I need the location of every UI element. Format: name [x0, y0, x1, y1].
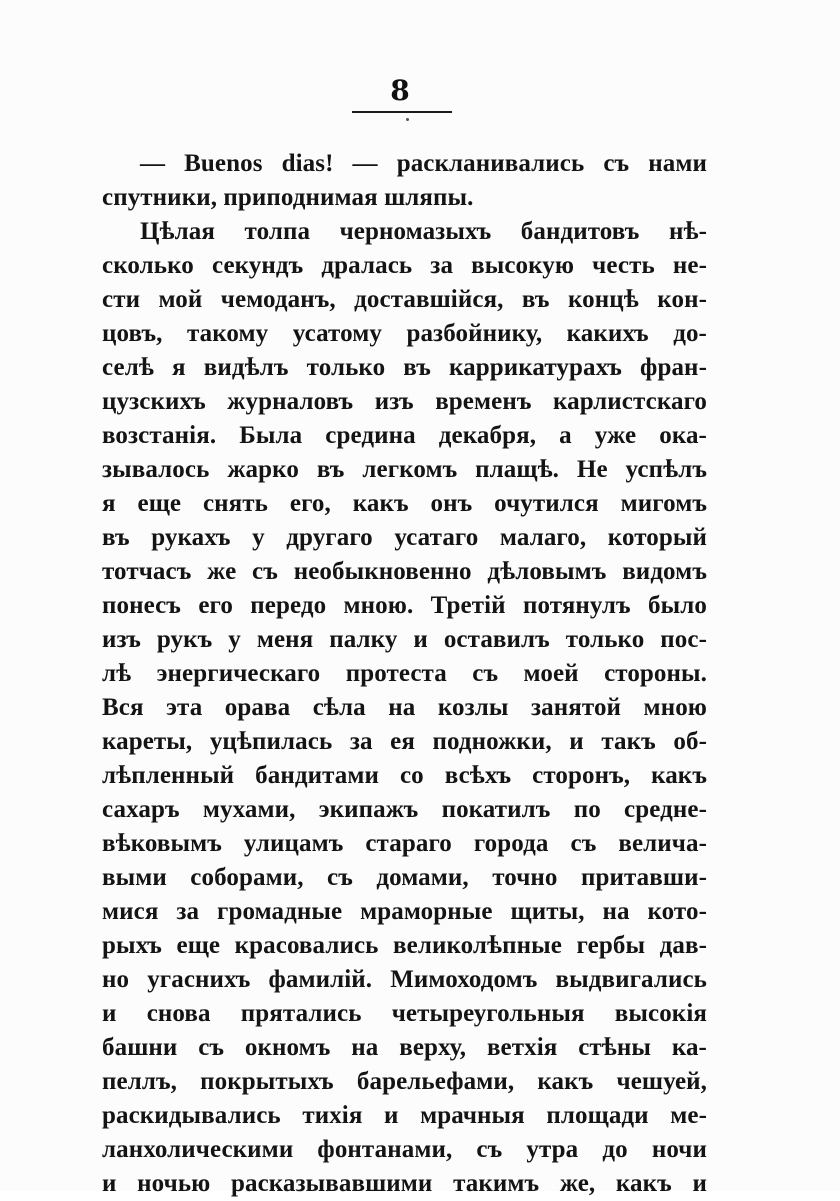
text-line: изъ рукъ у меня палку и оставилъ только пос-: [102, 626, 707, 653]
text-line: Цѣлая толпа черномазыхъ бандитовъ нѣ-: [140, 218, 707, 245]
text-line: лѣ энергическаго протеста съ моей стороны.: [102, 660, 707, 687]
text-line: и снова прятались четыреугольныя высокія: [102, 1000, 707, 1027]
text-line: возстанія. Была средина декабря, а уже ока-: [102, 422, 707, 449]
text-line: спутники, приподнимая шляпы.: [102, 184, 474, 211]
text-line: но угаснихъ фамилій. Мимоходомъ выдвигались: [102, 966, 707, 993]
text-line: кареты, уцѣпилась за ея подножки, и такъ об-: [102, 728, 707, 755]
body-text: [102, 147, 707, 1201]
text-line: тотчасъ же съ необыкновенно дѣловымъ видомъ: [102, 558, 707, 585]
text-line: — Buenos dias! — раскланивались съ нами: [140, 150, 707, 177]
text-line: зывалось жарко въ легкомъ плащѣ. Не успѣлъ: [102, 456, 707, 483]
text-line: въ рукахъ у другаго усатаго малаго, который: [102, 524, 707, 551]
text-line: ланхолическими фонтанами, съ утра до ночи: [102, 1136, 707, 1163]
text-line: цовъ, такому усатому разбойнику, какихъ до-: [102, 320, 707, 347]
text-line: башни съ окномъ на верху, ветхія стѣны ка-: [102, 1034, 707, 1061]
text-line: рыхъ еще красовались великолѣпные гербы дав-: [102, 932, 707, 959]
text-line: Вся эта орава сѣла на козлы занятой мною: [102, 694, 707, 721]
text-line: пеллъ, покрытыхъ барельефами, какъ чешуей,: [102, 1068, 707, 1095]
header-mark: [406, 118, 409, 121]
text-line: селѣ я видѣлъ только въ каррикатурахъ фран-: [102, 354, 707, 381]
text-line: вѣковымъ улицамъ стараго города съ велича-: [102, 830, 707, 857]
page-number: 8: [390, 74, 410, 107]
text-line: сколько секундъ дралась за высокую честь не-: [102, 252, 707, 279]
text-line: я еще снять его, какъ онъ очутился мигомъ: [102, 490, 707, 517]
text-line: мися за громадные мраморные щиты, на кото-: [102, 898, 707, 925]
header-rule: [352, 111, 452, 113]
text-line: выми соборами, съ домами, точно притавши-: [102, 864, 707, 891]
text-line: и ночью расказывавшими такимъ же, какъ и: [102, 1170, 707, 1197]
text-line: сти мой чемоданъ, доставшійся, въ концѣ кон-: [102, 286, 707, 313]
text-line: раскидывались тихія и мрачныя площади ме-: [102, 1102, 707, 1129]
text-line: цузскихъ журналовъ изъ временъ карлистскаго: [102, 388, 707, 415]
text-line: понесъ его передо мною. Третій потянулъ было: [102, 592, 707, 619]
text-line: лѣпленный бандитами со всѣхъ сторонъ, какъ: [102, 762, 707, 789]
text-line: сахаръ мухами, экипажъ покатилъ по средне-: [102, 796, 707, 823]
